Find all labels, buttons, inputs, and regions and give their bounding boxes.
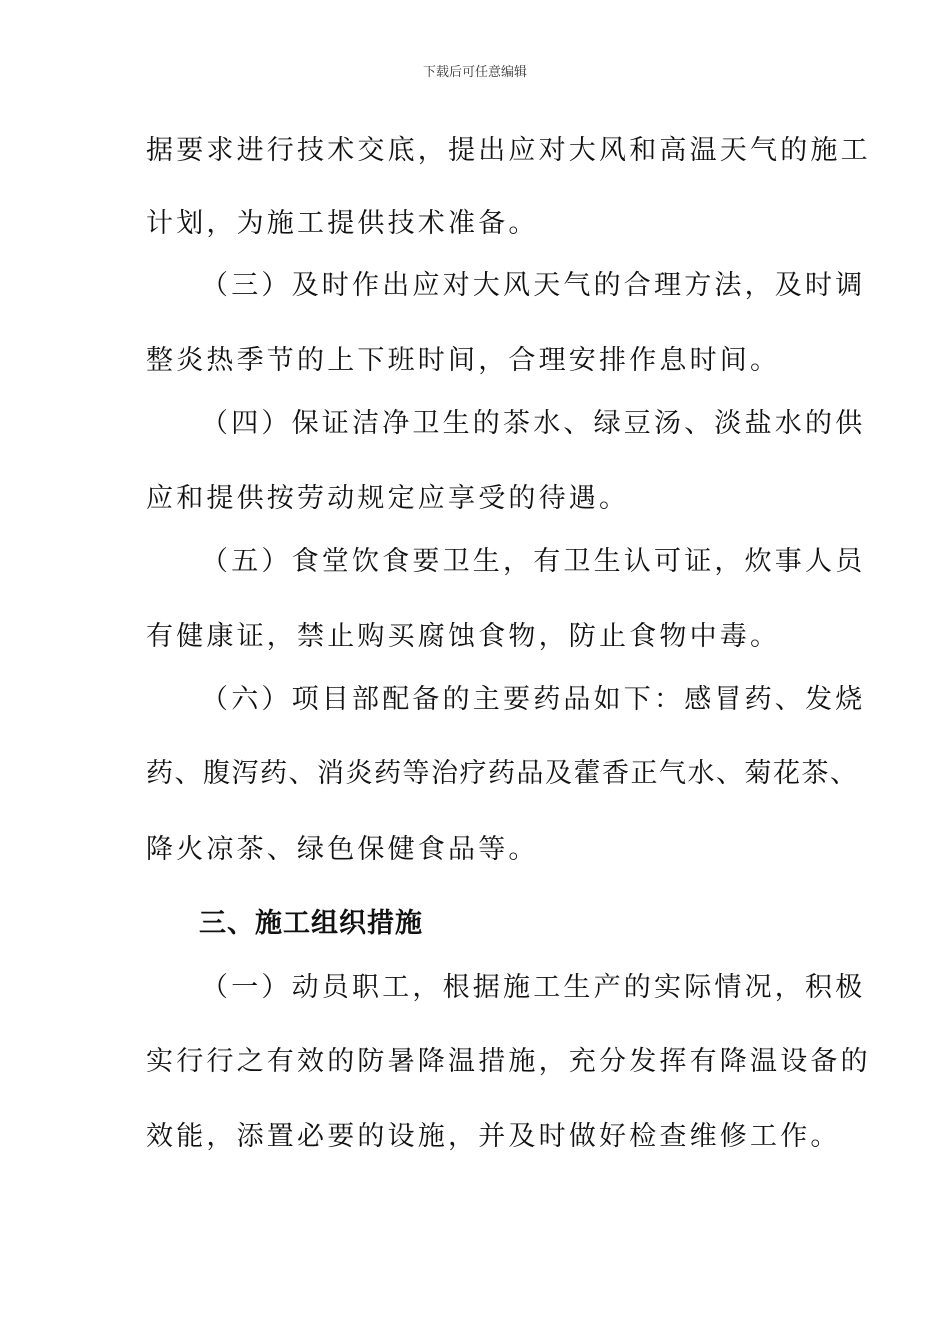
paragraph-line: （一）动员职工，根据施工生产的实际情况，积极 xyxy=(201,972,866,1003)
paragraph-line: （四）保证洁净卫生的茶水、绿豆汤、淡盐水的供 xyxy=(201,408,866,439)
paragraph-line: 整炎热季节的上下班时间，合理安排作息时间。 xyxy=(146,345,781,376)
paragraph-line: 据要求进行技术交底，提出应对大风和高温天气的施工 xyxy=(146,135,871,166)
page-header: 下载后可任意编辑 xyxy=(422,65,527,80)
section-heading: 三、施工组织措施 xyxy=(199,908,423,939)
paragraph-line: 药、腹泻药、消炎药等治疗药品及藿香正气水、菊花茶、 xyxy=(146,758,859,789)
paragraph-line: （六）项目部配备的主要药品如下：感冒药、发烧 xyxy=(201,684,866,715)
paragraph-line: 实行行之有效的防暑降温措施，充分发挥有降温设备的 xyxy=(146,1046,871,1077)
paragraph-line: （五）食堂饮食要卫生，有卫生认可证，炊事人员 xyxy=(201,546,866,577)
paragraph-line: （三）及时作出应对大风天气的合理方法，及时调 xyxy=(201,270,866,301)
paragraph-line: 计划，为施工提供技术准备。 xyxy=(146,208,539,239)
paragraph-line: 效能，添置必要的设施，并及时做好检查维修工作。 xyxy=(146,1121,841,1152)
paragraph-line: 有健康证，禁止购买腐蚀食物，防止食物中毒。 xyxy=(146,621,781,652)
paragraph-line: 降火凉茶、绿色保健食品等。 xyxy=(146,834,539,865)
paragraph-line: 应和提供按劳动规定应享受的待遇。 xyxy=(146,483,630,514)
